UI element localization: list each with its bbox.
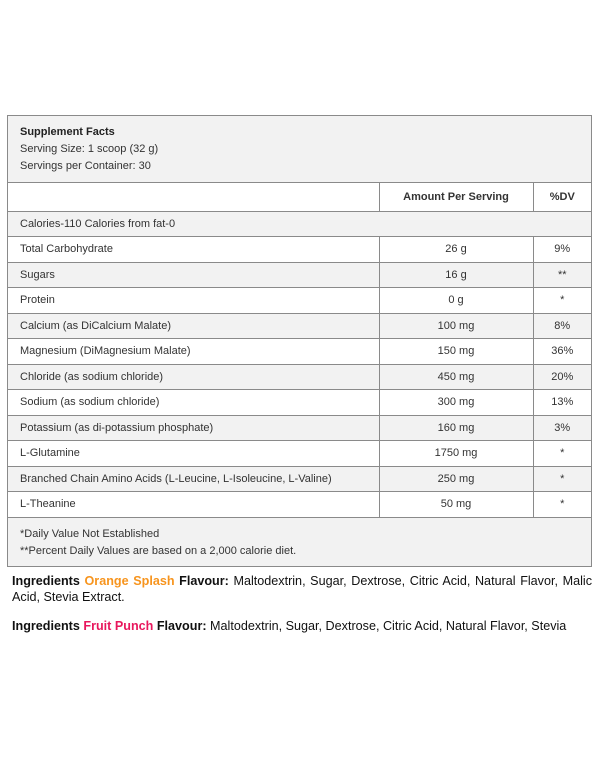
nutrient-name: Chloride (as sodium chloride) bbox=[8, 364, 379, 390]
table-row bbox=[8, 313, 591, 339]
facts-table bbox=[8, 183, 591, 518]
footnote-daily-value: *Daily Value Not Established bbox=[20, 527, 160, 540]
nutrient-name: L-Theanine bbox=[8, 492, 379, 518]
nutrient-amount: 160 mg bbox=[379, 415, 533, 441]
servings-per-container: Servings per Container: 30 bbox=[20, 160, 151, 172]
table-row bbox=[8, 441, 591, 467]
nutrient-name: Magnesium (DiMagnesium Malate) bbox=[8, 339, 379, 365]
column-header-row bbox=[8, 183, 591, 211]
facts-header bbox=[8, 116, 591, 183]
nutrient-name: Sugars bbox=[8, 262, 379, 288]
facts-title: Supplement Facts bbox=[20, 126, 115, 138]
nutrient-amount: 26 g bbox=[379, 237, 533, 263]
nutrient-dv: * bbox=[533, 466, 591, 492]
nutrient-dv: * bbox=[533, 492, 591, 518]
nutrient-dv: * bbox=[533, 441, 591, 467]
table-row bbox=[8, 492, 591, 518]
ingredients-fruit-punch bbox=[12, 618, 592, 634]
table-row bbox=[8, 415, 591, 441]
nutrient-dv: 9% bbox=[533, 237, 591, 263]
table-row bbox=[8, 466, 591, 492]
calories-row bbox=[8, 211, 591, 237]
nutrient-amount: 250 mg bbox=[379, 466, 533, 492]
ingredients-text: Maltodextrin, Sugar, Dextrose, Citric Acid, Natural Flavor, Malic Acid, Stevia Extract. bbox=[12, 574, 592, 604]
table-row bbox=[8, 288, 591, 314]
nutrient-amount: 100 mg bbox=[379, 313, 533, 339]
nutrient-name: Sodium (as sodium chloride) bbox=[8, 390, 379, 416]
flavour-label: Flavour: bbox=[156, 619, 207, 633]
nutrient-amount: 1750 mg bbox=[379, 441, 533, 467]
nutrient-name: Calcium (as DiCalcium Malate) bbox=[8, 313, 379, 339]
flavour-name-fruit-punch: Fruit Punch bbox=[83, 619, 154, 633]
nutrient-amount: 0 g bbox=[379, 288, 533, 314]
nutrient-amount: 300 mg bbox=[379, 390, 533, 416]
ingredients-label: Ingredients bbox=[12, 574, 80, 588]
flavour-name-orange-splash: Orange Splash bbox=[84, 574, 175, 588]
facts-footnotes bbox=[8, 518, 591, 566]
footnote-percent-daily: **Percent Daily Values are based on a 2,000 calorie diet. bbox=[20, 544, 297, 557]
nutrient-dv: * bbox=[533, 288, 591, 314]
nutrient-name: L-Glutamine bbox=[8, 441, 379, 467]
nutrient-dv: 13% bbox=[533, 390, 591, 416]
column-header-blank bbox=[8, 183, 379, 211]
nutrient-amount: 150 mg bbox=[379, 339, 533, 365]
table-row bbox=[8, 339, 591, 365]
nutrient-dv: ** bbox=[533, 262, 591, 288]
column-header-dv: %DV bbox=[533, 183, 591, 211]
calories-text: Calories-110 Calories from fat-0 bbox=[8, 211, 591, 237]
nutrient-name: Total Carbohydrate bbox=[8, 237, 379, 263]
nutrient-name: Potassium (as di-potassium phosphate) bbox=[8, 415, 379, 441]
nutrient-name: Branched Chain Amino Acids (L-Leucine, L-Isoleucine, L-Valine) bbox=[8, 466, 379, 492]
nutrient-dv: 8% bbox=[533, 313, 591, 339]
supplement-facts-panel bbox=[7, 115, 592, 567]
ingredients-text: Maltodextrin, Sugar, Dextrose, Citric Acid, Natural Flavor, Stevia bbox=[210, 619, 567, 633]
nutrient-dv: 3% bbox=[533, 415, 591, 441]
table-row bbox=[8, 390, 591, 416]
nutrient-amount: 50 mg bbox=[379, 492, 533, 518]
nutrient-name: Protein bbox=[8, 288, 379, 314]
serving-size: Serving Size: 1 scoop (32 g) bbox=[20, 143, 159, 155]
nutrient-dv: 20% bbox=[533, 364, 591, 390]
nutrient-amount: 16 g bbox=[379, 262, 533, 288]
ingredients-orange-splash bbox=[12, 573, 592, 605]
column-header-amount: Amount Per Serving bbox=[379, 183, 533, 211]
table-row bbox=[8, 262, 591, 288]
ingredients-label: Ingredients bbox=[12, 619, 80, 633]
flavour-label: Flavour: bbox=[179, 574, 229, 588]
nutrient-amount: 450 mg bbox=[379, 364, 533, 390]
table-row bbox=[8, 364, 591, 390]
nutrient-dv: 36% bbox=[533, 339, 591, 365]
table-row bbox=[8, 237, 591, 263]
